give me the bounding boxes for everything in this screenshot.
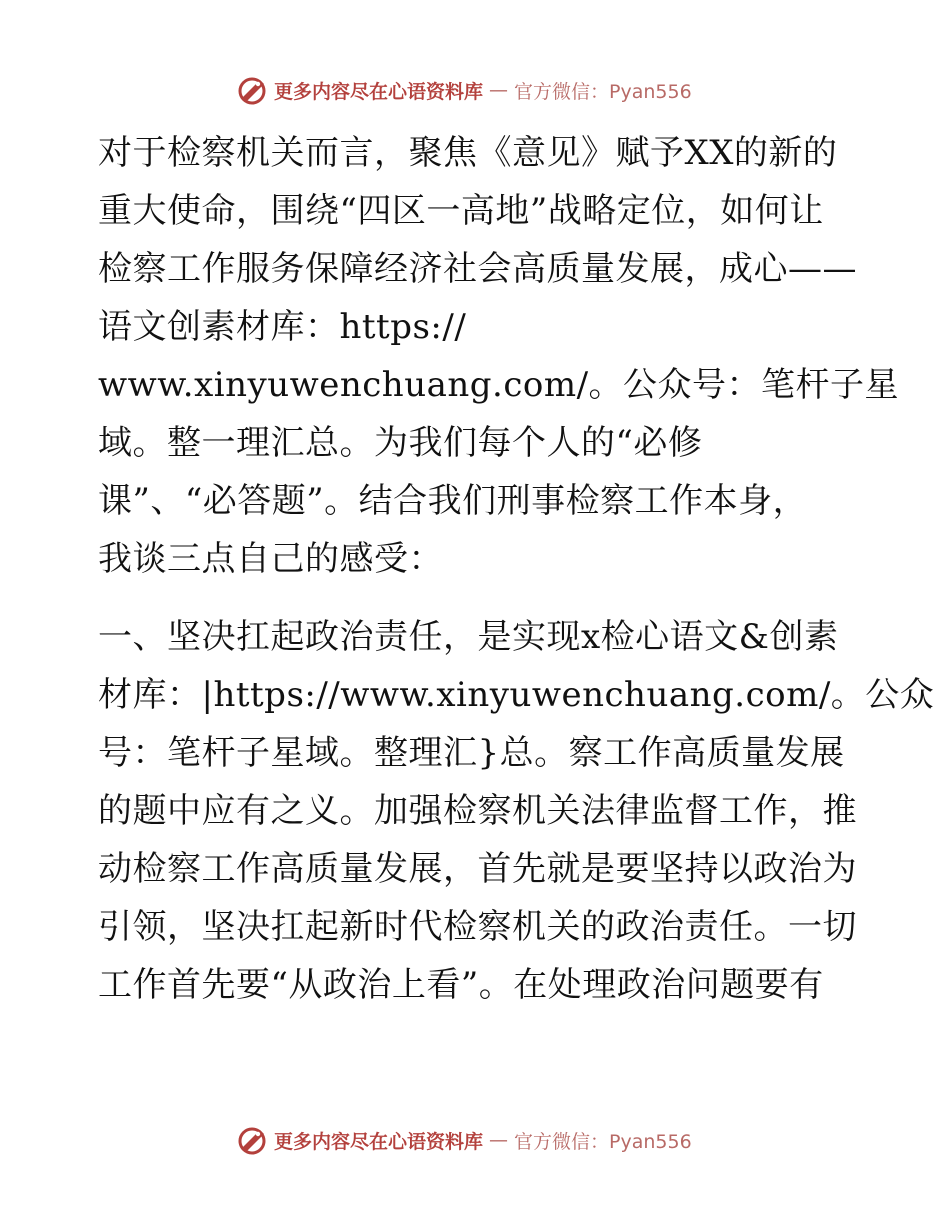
footer-banner xyxy=(236,1122,692,1158)
text-line: 课”、“必答题”。结合我们刑事检察工作本身， xyxy=(98,481,808,521)
text-line: 动检察工作高质量发展，首先就是要坚持以政治为 xyxy=(98,849,857,889)
banner-separator: — xyxy=(489,1129,509,1151)
brand-logo-icon xyxy=(236,1124,268,1156)
text-line: 工作首先要“从政治上看”。在处理政治问题要有 xyxy=(98,965,824,1005)
text-line: 检察工作服务保障经济社会高质量发展，成心—— xyxy=(98,249,857,289)
text-line: 对于检察机关而言，聚焦《意见》赋予XX的新的 xyxy=(98,133,838,173)
document-body xyxy=(98,124,935,1014)
paragraph-1 xyxy=(98,124,900,588)
text-line: 我谈三点自己的感受： xyxy=(98,539,443,579)
text-line: 号：笔杆子星域。整理汇}总。察工作高质量发展 xyxy=(98,733,845,773)
text-line: www.xinyuwenchuang.com/。公众号：笔杆子星 xyxy=(98,365,900,405)
text-line: 一、坚决扛起政治责任，是实现x检心语文&创素 xyxy=(98,617,839,657)
text-line: 语文创素材库：https:// xyxy=(98,307,467,347)
banner-title: 更多内容尽在心语资料库 xyxy=(274,80,484,103)
text-line: 重大使命，围绕“四区一高地”战略定位，如何让 xyxy=(98,191,824,231)
paragraph-gap xyxy=(98,588,858,608)
text-line: 的题中应有之义。加强检察机关法律监督工作，推 xyxy=(98,791,857,831)
paragraph-2 xyxy=(98,608,935,1014)
banner-account: 官方微信：Pyan556 xyxy=(514,1130,692,1153)
header-banner xyxy=(236,72,692,108)
text-line: 域。整一理汇总。为我们每个人的“必修 xyxy=(98,423,703,463)
banner-account: 官方微信：Pyan556 xyxy=(514,80,692,103)
text-line: 材库：|https://www.xinyuwenchuang.com/。公众 xyxy=(98,675,935,715)
banner-title: 更多内容尽在心语资料库 xyxy=(274,1130,484,1153)
banner-separator: — xyxy=(489,79,509,101)
text-line: 引领，坚决扛起新时代检察机关的政治责任。一切 xyxy=(98,907,857,947)
brand-logo-icon xyxy=(236,74,268,106)
